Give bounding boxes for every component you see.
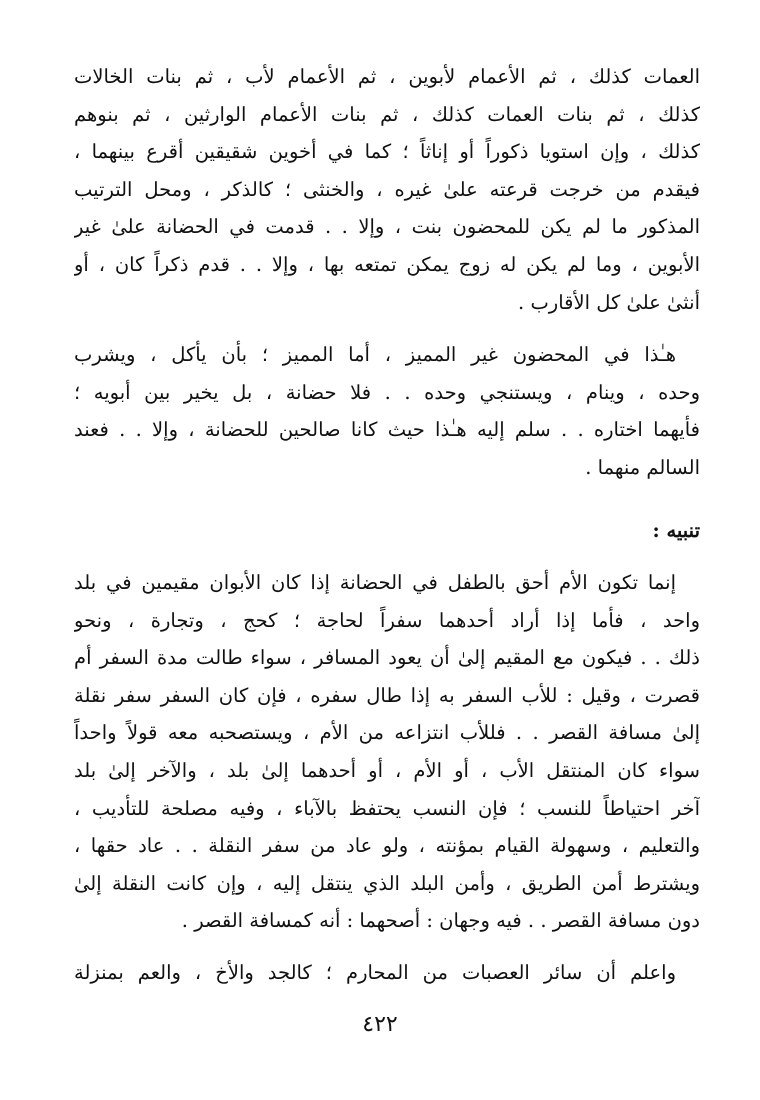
paragraph-line: آخر احتياطاً للنسب ؛ فإن النسب يحتفظ بالآباء ، وفيه مصلحة للتأديب ، [74, 796, 700, 820]
paragraph-line: فأيهما اختاره . . سلم إليه هـٰذا حيث كانا صالحين للحضانة ، وإلا . . فعند [74, 418, 700, 442]
paragraph-line: الأبوين ، وما لم يكن له زوج يمكن تمتعه بها ، وإلا . . قدم ذكراً كان ، أو [74, 252, 700, 276]
paragraph-line: أنثىٰ علىٰ كل الأقارب . [518, 290, 700, 314]
paragraph-line: والتعليم ، وسهولة القيام بمؤنته ، ولو عاد من سفر النقلة . . عاد حقها ، [74, 834, 700, 858]
paragraph-2 [74, 336, 700, 486]
paragraph-4 [74, 954, 700, 992]
paragraph-line: ويشترط أمن الطريق ، وأمن البلد الذي ينتقل إليه ، وإن كانت النقلة إلىٰ [74, 871, 700, 895]
page-number: ٤٢٢ [362, 1012, 398, 1037]
paragraph-line: واحد ، فأما إذا أراد أحدهما سفراً لحاجة ؛ كحج ، وتجارة ، ونحو [74, 608, 700, 632]
paragraph-line: وحده ، وينام ، ويستنجي وحده . . فلا حضانة ، بل يخير بين أبويه ؛ [74, 380, 700, 404]
paragraph-line: المذكور ما لم يكن للمحضون بنت ، وإلا . . قدمت في الحضانة علىٰ غير [74, 215, 700, 239]
paragraph-line: العمات كذلك ، ثم الأعمام لأبوين ، ثم الأعمام لأب ، ثم بنات الخالات [74, 65, 700, 88]
paragraph-line: إلىٰ مسافة القصر . . فللأب انتزاعه من الأم ، ويستصحبه معه قولاً واحداً [74, 721, 700, 745]
paragraph-line: قصرت ، وقيل : للأب السفر به إذا طال سفره ، فإن كان السفر سفر نقلة [74, 683, 700, 707]
paragraph-1 [74, 58, 700, 321]
paragraph-line: فيقدم من خرجت قرعته علىٰ غيره ، والخنثى ؛ كالذكر ، ومحل الترتيب [74, 177, 700, 201]
paragraph-3 [74, 564, 700, 940]
paragraph-line: إنما تكون الأم أحق بالطفل في الحضانة إذا كان الأبوان مقيمين في بلد [74, 571, 676, 594]
paragraph-line: سواء كان المنتقل الأب ، أو الأم ، أو أحدهما إلىٰ بلد ، والآخر إلىٰ بلد [74, 758, 700, 782]
paragraph-line: كذلك ، وإن استويا ذكوراً أو إناثاً ؛ كما في أخوين شقيقين أقرع بينهما ، [74, 140, 700, 164]
paragraph-line: السالم منهما . [585, 455, 700, 479]
section-heading: تنبيه : [652, 519, 700, 542]
paragraph-line: ذلك . . فيكون مع المقيم إلىٰ أن يعود المسافر ، سواء طالت مدة السفر أم [74, 646, 700, 670]
paragraph-line: دون مسافة القصر . . فيه وجهان : أصحهما : أنه كمسافة القصر . [181, 909, 700, 933]
paragraph-line: كذلك ، ثم بنات العمات كذلك ، ثم بنات الأعمام الوارثين ، ثم بنوهم [74, 102, 700, 126]
paragraph-line: هـٰذا في المحضون غير المميز ، أما المميز ؛ بأن يأكل ، ويشرب [74, 343, 676, 366]
paragraph-line: واعلم أن سائر العصبات من المحارم ؛ كالجد والأخ ، والعم بمنزلة [74, 961, 676, 984]
